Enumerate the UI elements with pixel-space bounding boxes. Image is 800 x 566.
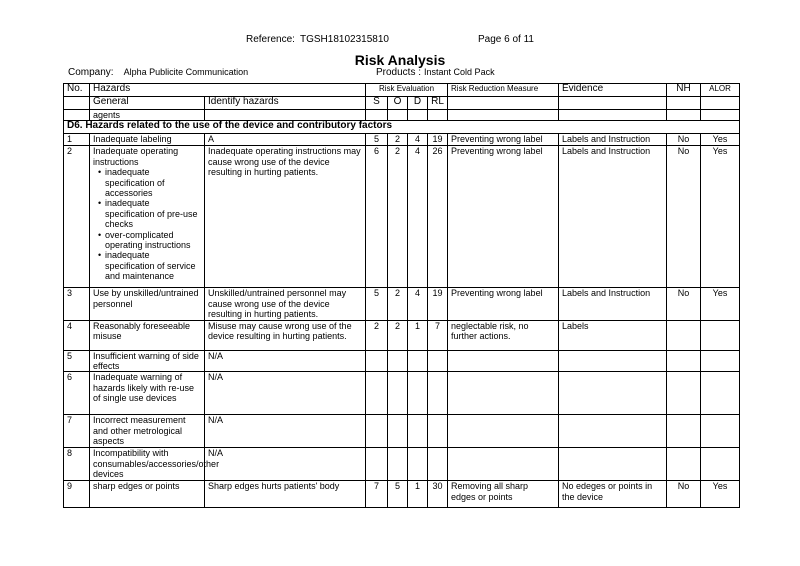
row-d [408,372,428,415]
row-s [366,415,388,448]
row-rl: 26 [428,146,448,288]
bullet-list [93,167,201,281]
table-row [64,320,740,350]
row-general: Inadequate labeling [90,134,205,146]
section-row [64,121,740,134]
row-d: 4 [408,134,428,146]
row-general [90,146,205,288]
company-label: Company: [68,67,114,78]
row-general: Incompatibility with consumables/accessories/other devices [90,448,205,481]
row-general: Inadequate warning of hazards likely with re-use of single use devices [90,372,205,415]
row-alor [701,320,740,350]
row-identify: N/A [205,350,366,372]
row-evidence [559,448,667,481]
header-identify: Identify hazards [205,97,366,110]
row-no: 2 [64,146,90,288]
row-identify: N/A [205,415,366,448]
row-s: 5 [366,288,388,320]
row-d: 4 [408,288,428,320]
row-identify: N/A [205,448,366,481]
row-rl: 19 [428,134,448,146]
row-measure: Preventing wrong label [448,146,559,288]
section-heading: D6. Hazards related to the use of the device and contributory factors [64,121,740,134]
header-rl: RL [428,97,448,110]
company-line [68,67,248,78]
bullet-item: • inadequate specification of pre-use checks [105,198,201,229]
row-nh [667,448,701,481]
row-o [388,372,408,415]
company-value: Alpha Publicite Communication [123,67,249,77]
header-row-2 [64,97,740,110]
row-no: 7 [64,415,90,448]
row-general: Incorrect measurement and other metrological aspects [90,415,205,448]
row-d [408,415,428,448]
row-o: 2 [388,288,408,320]
table-row [64,372,740,415]
row-rl [428,415,448,448]
header-o: O [388,97,408,110]
table-row [64,481,740,508]
row-nh: No [667,134,701,146]
row-identify: A [205,134,366,146]
row-evidence [559,350,667,372]
page-number: Page 6 of 11 [478,34,534,45]
row-no: 1 [64,134,90,146]
row-measure [448,448,559,481]
header-evidence: Evidence [559,84,667,97]
header-d: D [408,97,428,110]
row-rl: 7 [428,320,448,350]
row-general: Reasonably foreseeable misuse [90,320,205,350]
header-alor: ALOR [701,84,740,97]
row-no: 4 [64,320,90,350]
row-o: 5 [388,481,408,508]
table-row [64,134,740,146]
table-row [64,415,740,448]
row-d [408,350,428,372]
row-measure: Preventing wrong label [448,288,559,320]
row-o [388,448,408,481]
table-row [64,448,740,481]
header-nh: NH [667,84,701,97]
row-identify: N/A [205,372,366,415]
header-general: General [90,97,205,110]
row-nh [667,320,701,350]
row-general-text: Inadequate operating instructions [93,146,179,167]
row-no: 8 [64,448,90,481]
row-no: 5 [64,350,90,372]
products-label: Products : [376,67,422,78]
row-nh: No [667,481,701,508]
carry-over-row [64,110,740,121]
row-nh [667,415,701,448]
row-general: Insufficient warning of side effects [90,350,205,372]
row-s [366,372,388,415]
products-value: Instant Cold Pack [424,67,495,77]
products-line [376,67,495,78]
row-rl [428,350,448,372]
carry-over-text: agents [90,110,205,121]
row-o [388,350,408,372]
row-nh: No [667,288,701,320]
row-measure [448,350,559,372]
row-evidence [559,372,667,415]
row-d: 1 [408,481,428,508]
row-evidence: Labels and Instruction [559,134,667,146]
row-d: 4 [408,146,428,288]
row-alor [701,372,740,415]
row-s [366,448,388,481]
header-hazards: Hazards [90,84,366,97]
row-o: 2 [388,320,408,350]
row-alor: Yes [701,134,740,146]
row-identify: Sharp edges hurts patients' body [205,481,366,508]
row-measure: Preventing wrong label [448,134,559,146]
row-evidence: Labels and Instruction [559,146,667,288]
header-risk-reduction: Risk Reduction Measure [448,84,559,97]
bullet-item: • inadequate specification of service and maintenance [105,250,201,281]
table-row [64,288,740,320]
row-general: Use by unskilled/untrained personnel [90,288,205,320]
row-evidence: No edeges or points in the device [559,481,667,508]
row-alor: Yes [701,288,740,320]
bullet-item: • inadequate specification of accessories [105,167,201,198]
header-no: No. [64,84,90,97]
row-identify: Inadequate operating instructions may cause wrong use of the device resulting in hurting patients. [205,146,366,288]
row-nh [667,372,701,415]
reference-label: Reference: [246,34,295,45]
risk-analysis-table [63,83,740,508]
row-rl [428,372,448,415]
header-risk-evaluation: Risk Evaluation [366,84,448,97]
row-evidence: Labels [559,320,667,350]
row-identify: Unskilled/untrained personnel may cause wrong use of the device resulting in hurting patients. [205,288,366,320]
row-rl [428,448,448,481]
row-measure: neglectable risk, no further actions. [448,320,559,350]
row-measure: Removing all sharp edges or points [448,481,559,508]
row-alor: Yes [701,481,740,508]
row-s: 7 [366,481,388,508]
row-o: 2 [388,134,408,146]
row-s [366,350,388,372]
header-row-1 [64,84,740,97]
row-no: 9 [64,481,90,508]
row-d [408,448,428,481]
row-rl: 19 [428,288,448,320]
row-o [388,415,408,448]
row-o: 2 [388,146,408,288]
page-title: Risk Analysis [354,52,446,68]
row-no: 6 [64,372,90,415]
row-rl: 30 [428,481,448,508]
table-row [64,350,740,372]
row-alor [701,350,740,372]
table-row [64,146,740,288]
row-general: sharp edges or points [90,481,205,508]
row-d: 1 [408,320,428,350]
row-measure [448,372,559,415]
row-identify: Misuse may cause wrong use of the device resulting in hurting patients. [205,320,366,350]
row-measure [448,415,559,448]
row-no: 3 [64,288,90,320]
bullet-item: • over-complicated operating instructions [105,230,201,251]
row-nh: No [667,146,701,288]
reference-value: TGSH18102315810 [300,34,389,45]
row-alor [701,415,740,448]
header-s: S [366,97,388,110]
row-s: 2 [366,320,388,350]
row-alor [701,448,740,481]
row-s: 5 [366,134,388,146]
row-nh [667,350,701,372]
row-alor: Yes [701,146,740,288]
row-evidence: Labels and Instruction [559,288,667,320]
row-s: 6 [366,146,388,288]
row-evidence [559,415,667,448]
